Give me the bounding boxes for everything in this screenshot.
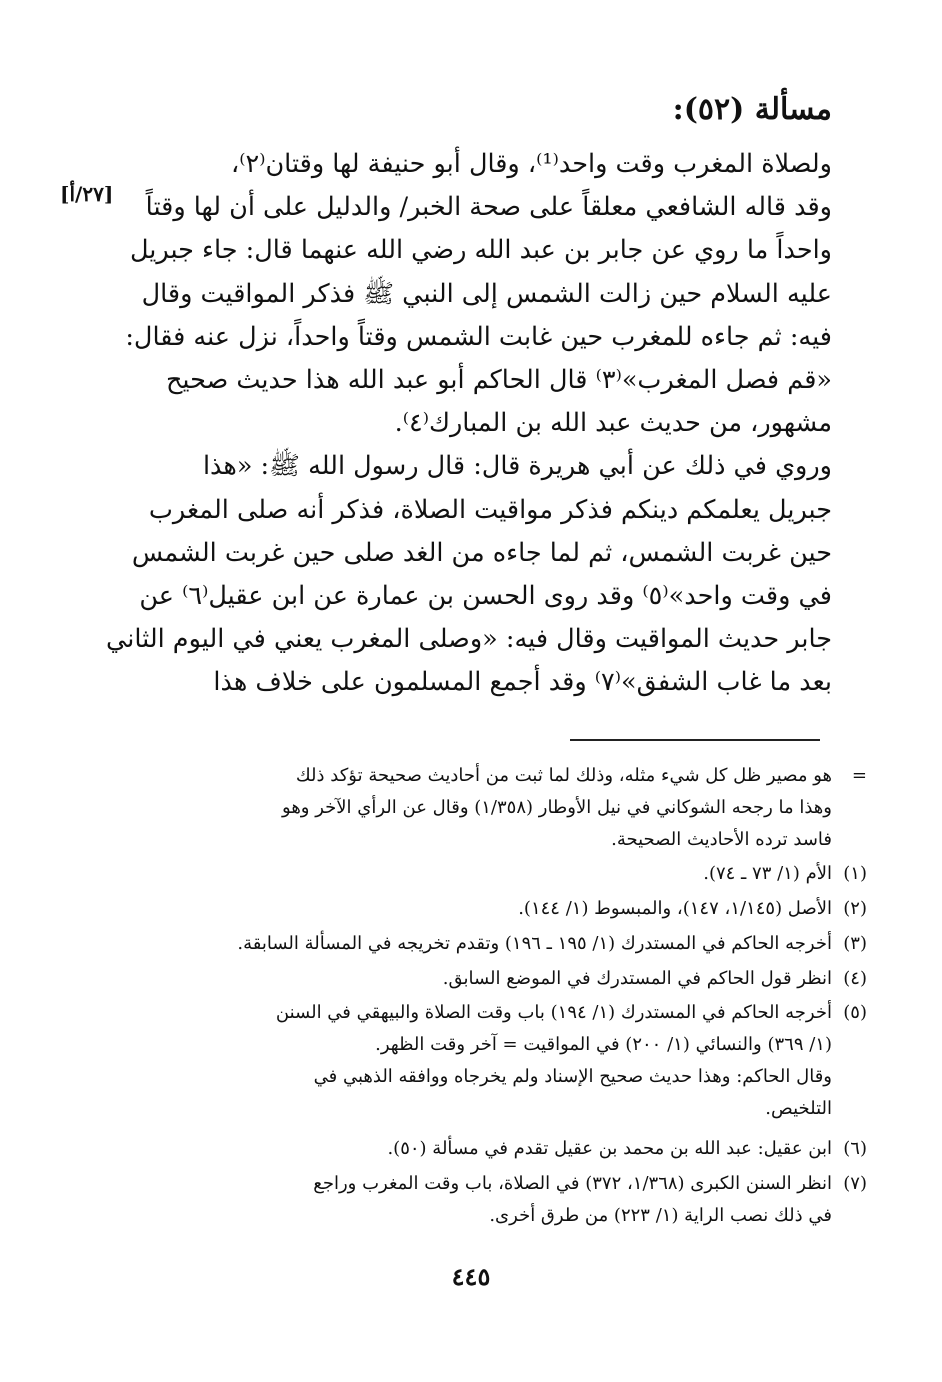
footnote-number: (٣) (843, 933, 867, 954)
footnote-divider (570, 739, 820, 741)
footnote-3 (132, 928, 867, 960)
footnote-line: فاسد ترده الأحاديث الصحيحة. (611, 829, 832, 850)
text-line: عليه السلام حين زالت الشمس إلى النبي ﷺ فذكر المواقيت وقال (141, 278, 832, 309)
footnote-1 (132, 858, 867, 890)
footnote-2 (132, 893, 867, 925)
text-line: واحداً ما روي عن جابر بن عبد الله رضي الله عنهما قال: جاء جبريل (129, 235, 832, 266)
text-line: مشهور، من حديث عبد الله بن المبارك⁽٤⁾. (394, 408, 832, 439)
footnote-line: أخرجه الحاكم في المستدرك (١/ ١٩٤) باب وقت الصلاة والبيهقي في السنن (275, 1002, 832, 1023)
main-text (104, 143, 832, 704)
footnote-5 (132, 997, 867, 1125)
footnote-number: (١) (843, 863, 867, 884)
footnote-line: ابن عقيل: عبد الله بن محمد بن عقيل تقدم في مسألة (٥٠). (387, 1138, 832, 1159)
footnote-number: (٤) (843, 968, 867, 989)
footnote-line: هو مصير ظل كل شيء مثله، وذلك لما ثبت من أحاديث صحيحة تؤكد ذلك (295, 765, 832, 786)
footnote-4 (132, 963, 867, 995)
text-line: وقد قاله الشافعي معلقاً على صحة الخبر/ والدليل على أن لها وقتاً (145, 192, 832, 223)
text-line: «قم فصل المغرب»⁽٣⁾ قال الحاكم أبو عبد الله هذا حديث صحيح (165, 364, 832, 395)
footnote-number: (٧) (843, 1173, 867, 1194)
text-line: ولصلاة المغرب وقت واحد⁽¹⁾، وقال أبو حنيفة لها وقتان⁽٢⁾، (230, 149, 832, 179)
text-line: جابر حديث المواقيت وقال فيه: «وصلى المغرب يعني في اليوم الثاني (106, 624, 832, 655)
text-line: فيه: ثم جاءه للمغرب حين غابت الشمس وقتاً واحداً، نزل عنه فقال: (125, 321, 832, 352)
text-line: حين غربت الشمس، ثم لما جاءه من الغد صلى حين غربت الشمس (131, 537, 832, 568)
footnote-number: (٥) (843, 1002, 867, 1023)
issue-heading: مسألة (٥٢): (672, 92, 832, 127)
footnote-number: (٦) (843, 1138, 867, 1159)
footnote-line: (١/ ٣٦٩) والنسائي (١/ ٢٠٠) في المواقيت = آخر وقت الظهر. (375, 1034, 832, 1055)
text-line: بعد ما غاب الشفق»⁽٧⁾ وقد أجمع المسلمون على خلاف هذا (213, 667, 832, 698)
footnote-line: في ذلك نصب الراية (١/ ٢٢٣) من طرق أخرى. (489, 1205, 832, 1226)
footnote-line: أخرجه الحاكم في المستدرك (١/ ١٩٥ ـ ١٩٦) وتقدم تخريجه في المسألة السابقة. (237, 933, 832, 954)
footnote-line: وهذا ما رجحه الشوكاني في نيل الأوطار (١/٣٥٨) وقال عن الرأي الآخر وهو (282, 797, 832, 818)
footnote-7 (132, 1168, 867, 1232)
footnote-number: (٢) (843, 898, 867, 919)
footnote-line: الأصل (١/١٤٥، ١٤٧)، والمبسوط (١/ ١٤٤). (518, 898, 832, 919)
footnote-line: التلخيص. (765, 1098, 832, 1119)
page-number: ٤٤٥ (451, 1262, 491, 1291)
footnote-number: = (851, 765, 867, 786)
text-line: جبريل يعلمكم دينكم فذكر مواقيت الصلاة، فذكر أنه صلى المغرب (148, 494, 832, 525)
footnote-line: الأم (١/ ٧٣ ـ ٧٤). (703, 863, 832, 884)
footnote-line: انظر السنن الكبرى (١/٣٦٨، ٣٧٢) في الصلاة، باب وقت المغرب وراجع (313, 1173, 832, 1194)
text-line: وروي في ذلك عن أبي هريرة قال: قال رسول الله ﷺ: «هذا (202, 451, 832, 482)
text-line: في وقت واحد»⁽٥⁾ وقد روى الحسن بن عمارة عن ابن عقيل⁽٦⁾ عن (139, 580, 832, 611)
footnote-6 (132, 1133, 867, 1165)
footnote-line: انظر قول الحاكم في المستدرك في الموضع السابق. (442, 968, 832, 989)
footnote-continued (132, 760, 867, 856)
footnote-line: وقال الحاكم: وهذا حديث صحيح الإسناد ولم يخرجاه ووافقه الذهبي في (313, 1066, 832, 1087)
manuscript-folio-marker: [٢٧/أ] (60, 182, 114, 206)
